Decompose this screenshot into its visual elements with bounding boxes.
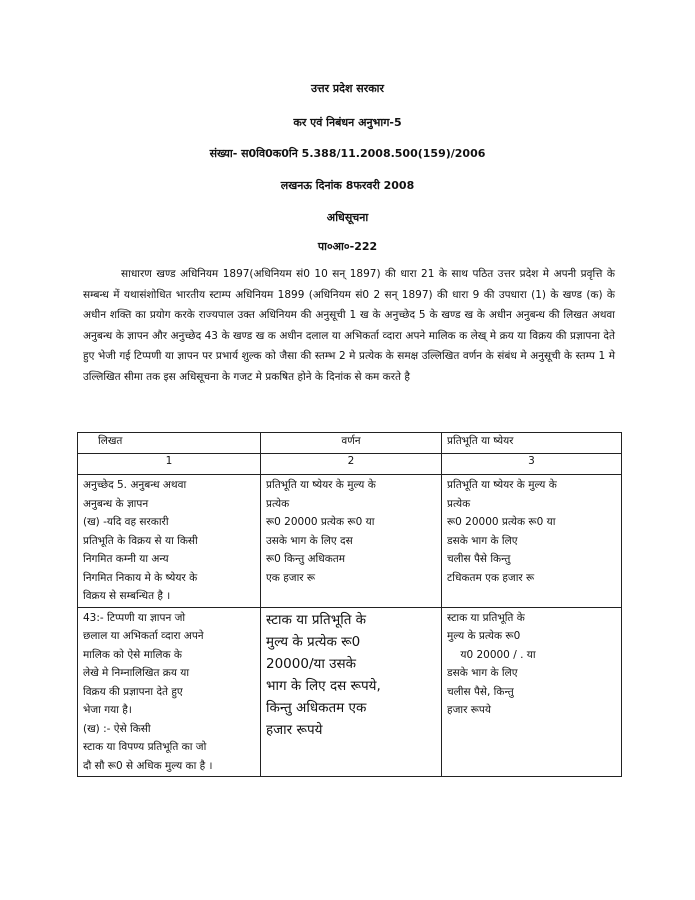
table-header-row <box>78 433 622 454</box>
table-cell <box>442 607 622 777</box>
cell-line: प्रत्येक <box>447 497 471 510</box>
header-reference-number: संख्या- स0वि0क0नि 5.388/11.2008.500(159)/2006 <box>209 147 486 160</box>
cell-line: डसके भाग के लिए <box>447 667 518 679</box>
cell-line: मालिक को ऐसे मालिक के <box>83 648 182 661</box>
cell-line: (ख) -यदि वह सरकारी <box>83 516 169 528</box>
cell-line: हजार रूपये <box>266 721 323 738</box>
table-cell <box>78 607 261 777</box>
cell-line: मुल्य के प्रत्येक रू0 <box>266 633 361 650</box>
cell-line: डसके भाग के लिए <box>447 534 518 547</box>
cell-line: भाग के लिए दस रूपये, <box>266 677 381 694</box>
table-number-row <box>78 454 622 475</box>
cell-line: भेजा गया है। <box>83 704 132 716</box>
cell-line: स्टाक या विपण्य प्रतिभूति का जो <box>83 741 207 753</box>
cell-line: (ख) :- ऐसे किसी <box>83 722 151 735</box>
table-cell <box>78 475 261 608</box>
cell-line: स्टाक या प्रतिभूति के <box>447 611 525 624</box>
table-cell <box>442 475 622 608</box>
cell-line: मुल्य के प्रत्येक रू0 <box>447 630 521 642</box>
body-paragraph-text: साधारण खण्ड अधिनियम 1897(अधिनियम सं0 10 सन् 1897) की धारा 21 के साथ पठित उत्तर प्रदेश मे अपनी प्रवृत्ति के सम्बन्ध में यथासंशोधित भारतीय स्टाम्प अधिनियम 1899 (अधिनियम सं0 2 सन् 1897) की धारा 9 की उपधारा (1) के खण्ड (क) के अधीन शक्ति का प्रयोग करके राज्यपाल उक्त अधिनियम की अनुसूची 1 ख के अनुच्छेद 5 के खण्ड ख के अधीन अनुबन्ध की लिखत अथवा अनुबन्ध के ज्ञापन और अनुच्छेद 43 के खण्ड ख क अधीन दलाल या अभिकर्ता व्दारा अपने मालिक क लेख् मे क्रय या विक्रय की प्रज्ञापना देते हुए भेजी गई टिप्पणी या ज्ञापन पर प्रभार्य शुल्क को जैसा की स्तम्भ 2 मे प्रत्येक के समक्ष उल्लिखित वर्णन के संबंध मे अनुसूची के स्तम्प 1 मे उल्लिखित सीमा तक इस अधिसूचना के गजट मे प्रकषित होने के दिनांक से कम करते है <box>83 268 615 383</box>
table-row <box>78 607 622 777</box>
cell-line: विक्रय से सम्बन्धित है । <box>83 590 171 602</box>
header-place-date: लखनऊ दिनांक 8फरवरी 2008 <box>280 179 415 192</box>
table-header-cell: लिखत <box>78 433 261 454</box>
table-header-cell: प्रतिभूति या ष्येयर <box>442 433 622 454</box>
cell-line: प्रतिभूति के विक्रय से या किसी <box>83 534 198 547</box>
cell-line: किन्तु अधिकतम एक <box>266 699 367 716</box>
cell-line: अनुबन्ध के ज्ञापन <box>83 497 149 510</box>
cell-line: निगमित निकाय मे के ष्येयर के <box>83 571 198 584</box>
cell-line: रू0 20000 प्रत्येक रू0 या <box>447 516 556 528</box>
cell-line: प्रत्येक <box>266 497 290 510</box>
cell-line: चलीस पैसे किन्तु <box>447 553 511 565</box>
cell-line: अनुच्छेद 5. अनुबन्ध अथवा <box>83 479 187 491</box>
cell-line: विक्रय की प्रज्ञापना देते हुए <box>83 685 183 698</box>
header-notification-number: पा०आ०-222 <box>317 240 378 253</box>
cell-line: चलीस पैसे, किन्तु <box>447 685 514 698</box>
column-number: 2 <box>261 454 442 475</box>
cell-line: हजार रूपये <box>447 704 491 716</box>
cell-line: 43:- टिप्पणी या ज्ञापन जो <box>83 611 186 624</box>
cell-line: प्रतिभूति या ष्येयर के मुल्य के <box>447 479 557 491</box>
cell-line: प्रतिभूति या ष्येयर के मुल्य के <box>266 479 376 491</box>
column-number: 1 <box>78 454 261 475</box>
body-paragraph <box>83 264 615 388</box>
table-header-cell: वर्णन <box>261 433 442 454</box>
cell-line: एक हजार रू <box>266 571 316 584</box>
cell-line: लेखे मे निम्नालिखित क्रय या <box>83 667 190 679</box>
header-department: कर एवं निबंधन अनुभाग-5 <box>293 116 402 129</box>
cell-line: निगमित कम्नी या अन्य <box>83 553 169 565</box>
cell-line: रू0 किन्तु अधिकतम <box>266 553 346 565</box>
cell-line: दौ सौ रू0 से अधिक मुल्य का है । <box>83 759 213 772</box>
header-government: उत्तर प्रदेश सरकार <box>310 82 385 95</box>
cell-line: य0 20000 / . या <box>447 648 536 661</box>
cell-line: टधिकतम एक हजार रू <box>447 571 535 584</box>
table-row <box>78 475 622 608</box>
table-cell <box>261 475 442 608</box>
cell-line: छलाल या अभिकर्ता व्दारा अपने <box>83 630 204 642</box>
cell-line: उसके भाग के लिए दस <box>266 534 353 547</box>
cell-line: रू0 20000 प्रत्येक रू0 या <box>266 516 375 528</box>
header-notification-title: अधिसूचना <box>326 211 369 224</box>
column-number: 3 <box>442 454 622 475</box>
table-cell <box>261 607 442 777</box>
cell-line: 20000/या उसके <box>266 655 357 672</box>
cell-line: स्टाक या प्रतिभूति के <box>266 611 367 628</box>
schedule-table <box>77 432 622 777</box>
